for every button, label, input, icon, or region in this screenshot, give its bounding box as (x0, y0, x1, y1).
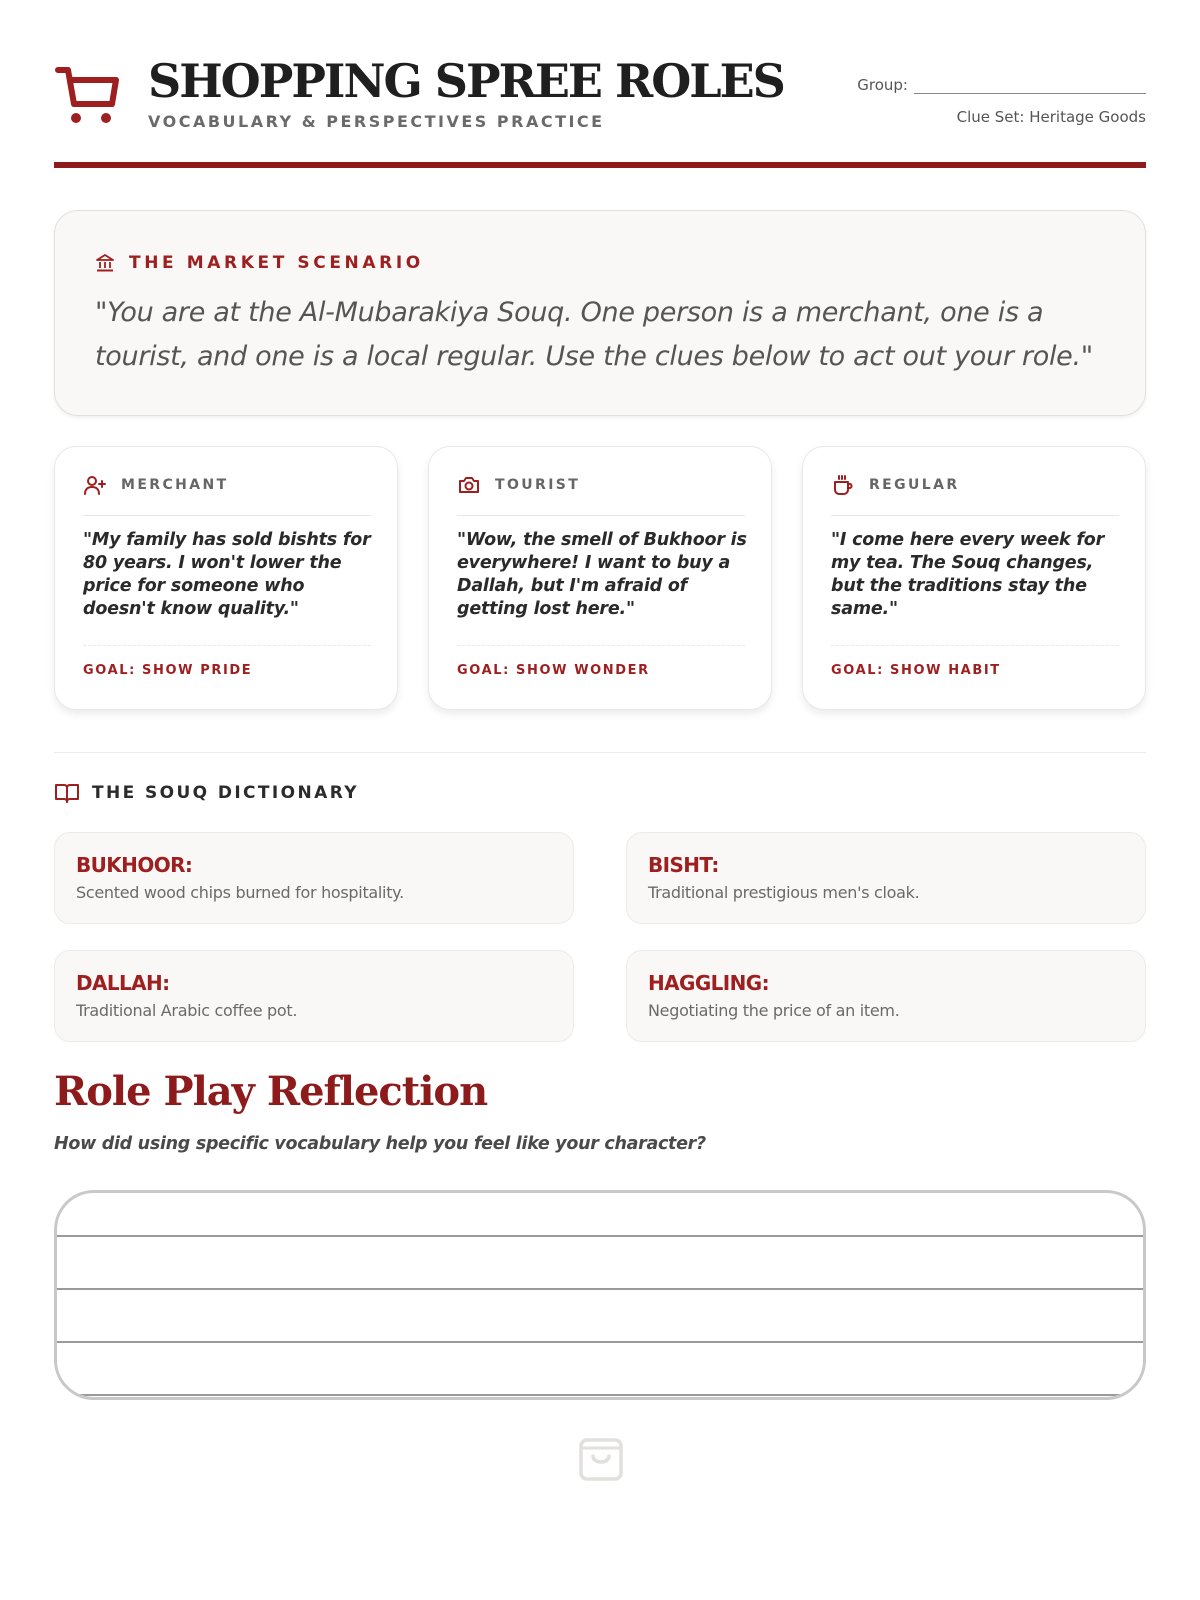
role-cards (54, 446, 1146, 710)
role-heading (457, 473, 580, 497)
dictionary-term: BISHT: (648, 853, 719, 877)
dictionary-term: DALLAH: (76, 971, 170, 995)
role-divider (457, 515, 745, 516)
dictionary-entry (54, 832, 574, 924)
role-goal: GOAL: SHOW PRIDE (83, 663, 253, 678)
dictionary-term: BUKHOOR: (76, 853, 193, 877)
role-name: MERCHANT (121, 477, 229, 493)
scenario-heading (95, 253, 424, 273)
writing-line (57, 1288, 1143, 1290)
reflection-writing-area[interactable] (54, 1190, 1146, 1400)
role-card-tourist (428, 446, 772, 710)
header-divider (54, 162, 1146, 168)
camera-icon (457, 473, 481, 497)
dictionary-heading (54, 780, 359, 806)
group-blank-line[interactable] (914, 78, 1146, 94)
role-heading (83, 473, 229, 497)
dictionary-definition: Traditional Arabic coffee pot. (76, 1001, 298, 1020)
reflection-question: How did using specific vocabulary help you feel like your character? (54, 1134, 706, 1154)
coffee-cup-icon (831, 473, 855, 497)
role-quote: "I come here every week for my tea. The Souq changes, but the traditions stay the same." (831, 530, 1105, 619)
group-field[interactable] (857, 76, 1146, 94)
clue-set-label: Clue Set: Heritage Goods (956, 108, 1146, 126)
role-name: TOURIST (495, 477, 581, 493)
scenario-card (54, 210, 1146, 416)
role-divider (831, 515, 1119, 516)
page-subtitle: VOCABULARY & PERSPECTIVES PRACTICE (148, 112, 605, 131)
group-label: Group: (857, 76, 908, 94)
role-divider (457, 645, 745, 646)
dictionary-definition: Scented wood chips burned for hospitality. (76, 883, 404, 902)
role-card-merchant (54, 446, 398, 710)
role-goal: GOAL: SHOW HABIT (831, 663, 1001, 678)
dictionary-entry (54, 950, 574, 1042)
landmark-icon (95, 253, 115, 273)
user-plus-icon (83, 473, 107, 497)
dictionary-entry (626, 832, 1146, 924)
dictionary-term: HAGGLING: (648, 971, 769, 995)
dictionary-title: THE SOUQ DICTIONARY (92, 783, 359, 803)
shopping-cart-icon (54, 60, 120, 126)
page-title: SHOPPING SPREE ROLES (148, 54, 784, 108)
scenario-text: "You are at the Al-Mubarakiya Souq. One person is a merchant, one is a tourist, and one is a local regular. Use the clues below to act out your role." (95, 297, 1093, 372)
role-divider (831, 645, 1119, 646)
open-book-icon (54, 780, 80, 806)
page-header (54, 52, 1146, 162)
dictionary-entry (626, 950, 1146, 1042)
role-name: REGULAR (869, 477, 960, 493)
role-quote: "Wow, the smell of Bukhoor is everywhere! I want to buy a Dallah, but I'm afraid of getting lost here." (457, 530, 747, 619)
role-divider (83, 515, 371, 516)
role-card-regular (802, 446, 1146, 710)
shopping-bag-icon (578, 1430, 624, 1482)
role-divider (83, 645, 371, 646)
writing-line (73, 1394, 1127, 1396)
role-quote: "My family has sold bishts for 80 years. I won't lower the price for someone who doesn't know quality." (83, 530, 371, 619)
role-goal: GOAL: SHOW WONDER (457, 663, 650, 678)
dictionary-definition: Traditional prestigious men's cloak. (648, 883, 920, 902)
role-heading (831, 473, 960, 497)
reflection-title: Role Play Reflection (54, 1068, 488, 1115)
section-divider (54, 752, 1146, 753)
scenario-title: THE MARKET SCENARIO (129, 253, 424, 273)
dictionary-definition: Negotiating the price of an item. (648, 1001, 900, 1020)
writing-line (57, 1341, 1143, 1343)
writing-line (57, 1235, 1143, 1237)
